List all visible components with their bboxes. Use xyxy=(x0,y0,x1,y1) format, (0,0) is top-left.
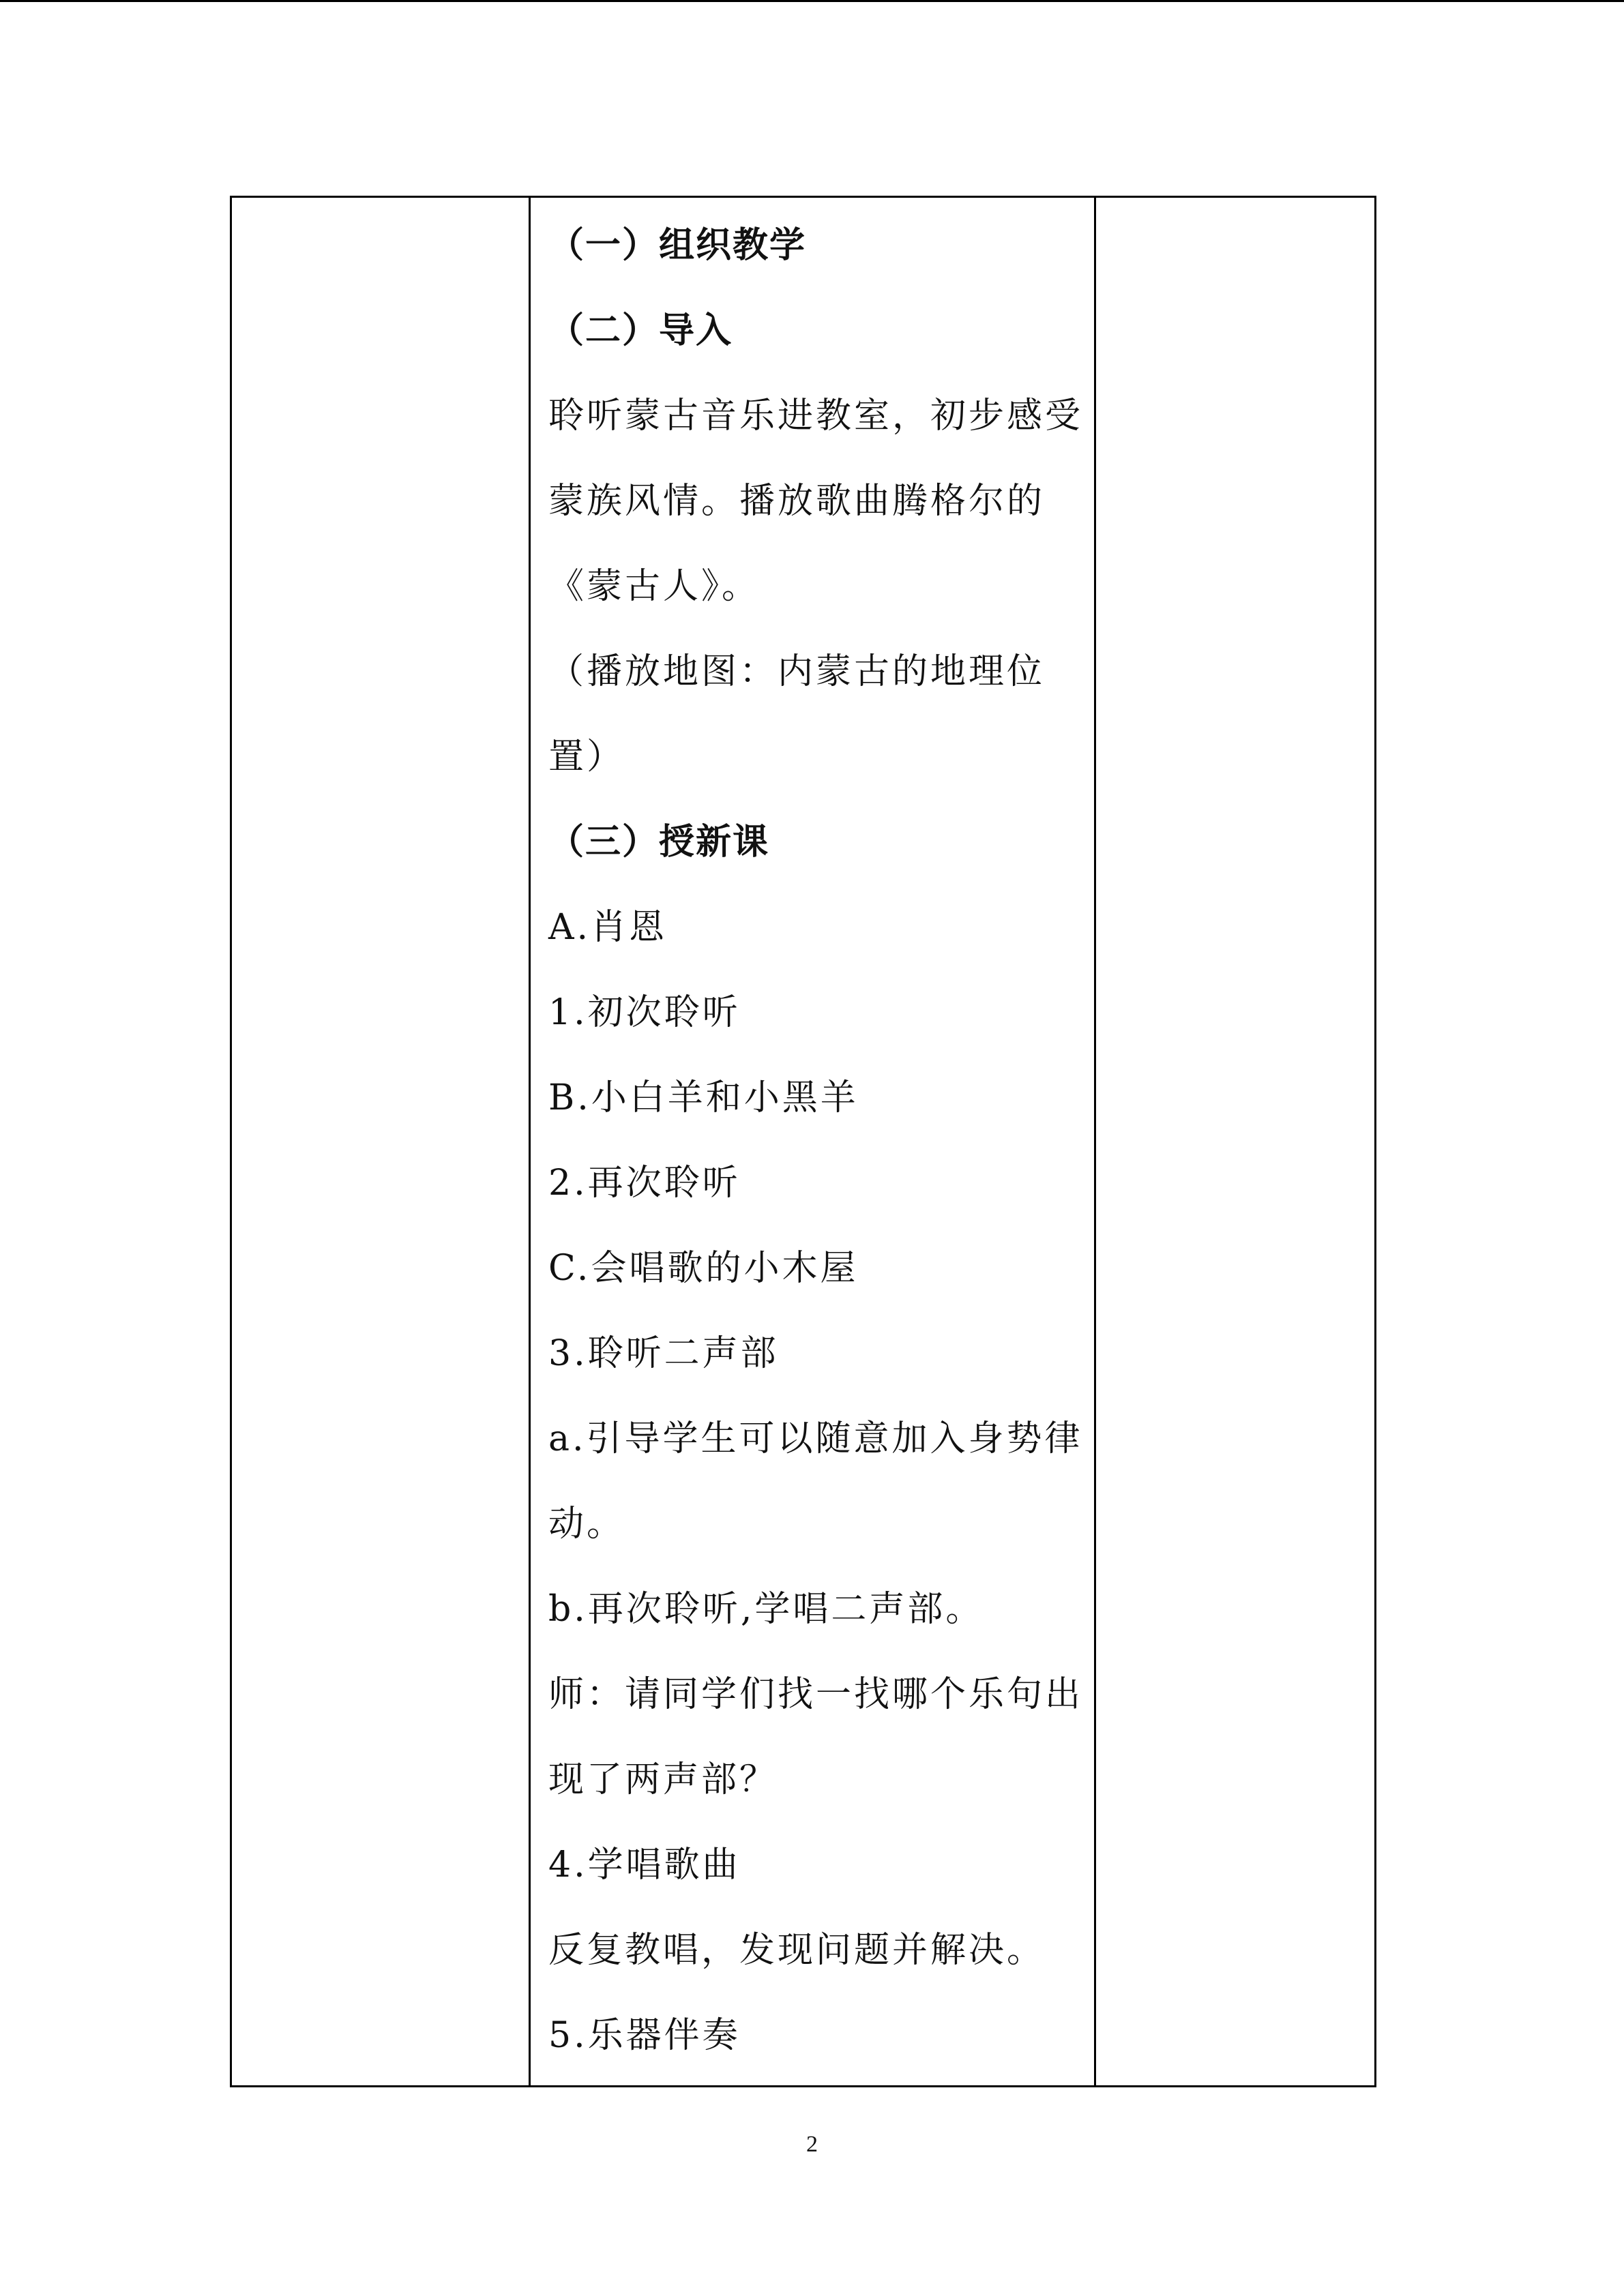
content-line: 反复教唱，发现问题并解决。 xyxy=(548,1930,1046,1971)
content-line: 3.聆听二声部 xyxy=(548,1333,779,1374)
section-heading: （三）授新课 xyxy=(548,822,770,863)
content-line: 5.乐器伴奏 xyxy=(548,2015,741,2056)
content-line: b.再次聆听,学唱二声部。 xyxy=(548,1589,984,1630)
content-line: B.小白羊和小黑羊 xyxy=(548,1077,859,1118)
content-line: A.肖恩 xyxy=(548,907,668,948)
content-line: a.引导学生可以随意加入身势律 xyxy=(548,1418,1083,1459)
content-line: 4.学唱歌曲 xyxy=(548,1845,741,1885)
content-line: 置） xyxy=(548,736,625,777)
page-top-border xyxy=(0,0,1624,2)
content-line: 聆听蒙古音乐进教室，初步感受 xyxy=(548,396,1084,436)
table-content-column xyxy=(531,198,1096,2085)
content-line: 师：请同学们找一找哪个乐句出 xyxy=(548,1674,1084,1715)
content-line: 蒙族风情。播放歌曲腾格尔的 xyxy=(548,481,1046,522)
content-line: 2.再次聆听 xyxy=(548,1163,741,1204)
content-line: 现了两声部？ xyxy=(548,1759,778,1800)
section-heading: （二）导入 xyxy=(548,310,733,351)
table-left-column xyxy=(232,198,531,2085)
page-number: 2 xyxy=(806,2132,818,2157)
lesson-plan-table xyxy=(230,196,1376,2087)
content-line: （播放地图：内蒙古的地理位 xyxy=(548,651,1046,692)
content-line: 动。 xyxy=(548,1504,625,1545)
section-heading: （一）组织教学 xyxy=(548,225,807,266)
content-line: C.会唱歌的小木屋 xyxy=(548,1248,859,1289)
content-line: 《蒙古人》。 xyxy=(548,566,761,607)
content-line: 1.初次聆听 xyxy=(548,992,741,1033)
table-right-column xyxy=(1096,198,1374,2085)
